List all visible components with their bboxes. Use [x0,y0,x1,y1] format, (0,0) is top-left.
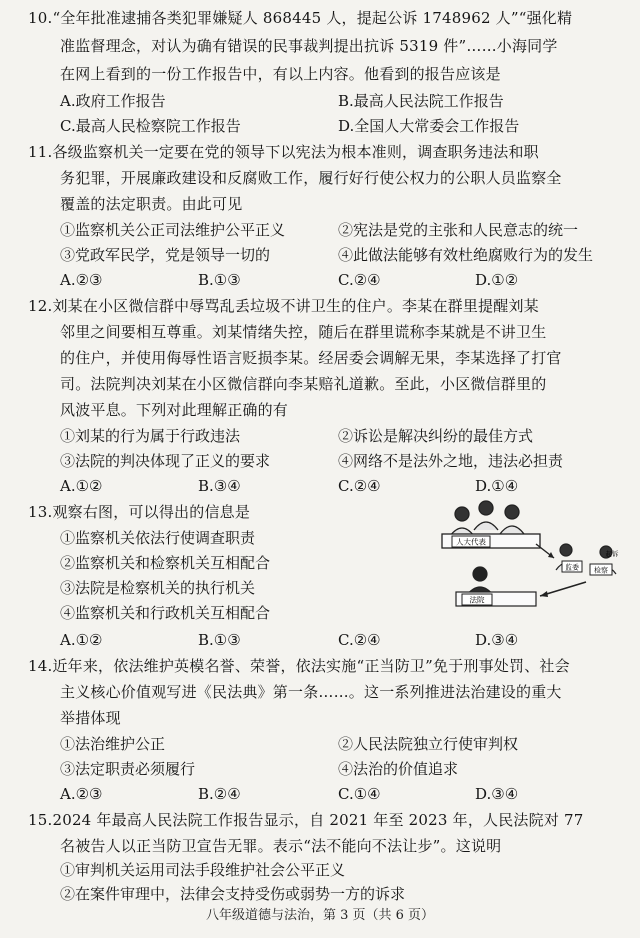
q12-option-b[interactable]: B.③④ [198,477,241,495]
q13-option-d[interactable]: D.③④ [475,631,519,649]
q13-option-a[interactable]: A.①② [60,631,103,649]
q11-option-d[interactable]: D.①② [475,271,519,289]
q14-option-c[interactable]: C.①④ [338,785,381,803]
q11-statement-1: ①监察机关公正司法维护公平正义 [60,221,286,239]
q11-line-3: 覆盖的法定职责。由此可见 [60,195,243,213]
q15-statement-2: ②在案件审理中，法律会支持受伤或弱势一方的诉求 [60,885,406,903]
label-procuratorate: 检察 [594,566,608,575]
q13-statement-2: ②监察机关和检察机关互相配合 [60,554,271,572]
q11-option-c[interactable]: C.②④ [338,271,381,289]
label-npc-deputy: 人大代表 [456,537,486,547]
q15-line-2: 名被告人以正当防卫宣告无罪。表示“法不能向不法让步”。这说明 [60,837,502,855]
q13-illustration-svg [436,498,626,608]
q14-statement-4: ④法治的价值追求 [338,760,459,778]
q13-statement-1: ①监察机关依法行使调查职责 [60,529,256,547]
q14-statement-2: ②人民法院独立行使审判权 [338,735,519,753]
q10-option-a[interactable]: A.政府工作报告 [60,92,166,110]
q14-option-b[interactable]: B.②④ [198,785,241,803]
q12-option-c[interactable]: C.②④ [338,477,381,495]
q12-line-5: 风波平息。下列对此理解正确的有 [60,401,289,419]
q12-line-1: 12.刘某在小区微信群中辱骂乱丢垃圾不讲卫生的住户。李某在群里提醒刘某 [28,297,539,315]
arrowhead-icon [548,552,554,558]
label-supervision-commission: 监委 [565,563,579,572]
q14-line-3: 举措体现 [60,709,121,727]
q10-option-d[interactable]: D.全国人大常委会工作报告 [338,117,520,135]
q13-option-b[interactable]: B.①③ [198,631,241,649]
q12-line-2: 邻里之间要相互尊重。刘某情绪失控，随后在群里谎称李某就是不讲卫生 [60,323,547,341]
q13-statement-4: ④监察机关和行政机关互相配合 [60,604,271,622]
q11-option-b[interactable]: B.①③ [198,271,241,289]
label-prosecute: 起诉 [605,550,619,558]
q12-statement-4: ④网络不是法外之地，违法必担责 [338,452,564,470]
q13-line-1: 13.观察右图，可以得出的信息是 [28,503,251,521]
label-court: 法院 [469,595,485,605]
q10-option-b[interactable]: B.最高人民法院工作报告 [338,92,504,110]
q10-line-1: 10.“全年批准逮捕各类犯罪嫌疑人 868445 人，提起公诉 1748962 人”“强化精 [28,9,573,27]
q11-line-2: 务犯罪，开展廉政建设和反腐败工作，履行好行使公权力的公职人员监察全 [60,169,562,187]
q12-statement-1: ①刘某的行为属于行政违法 [60,427,241,445]
q14-line-1: 14.近年来，依法维护英模名誉、荣誉，依法实施“正当防卫”免于刑事处罚、社会 [28,657,570,675]
q12-option-a[interactable]: A.①② [60,477,103,495]
q10-line-3: 在网上看到的一份工作报告中，有以上内容。他看到的报告应该是 [60,65,501,83]
q11-statement-3: ③党政军民学，党是领导一切的 [60,246,271,264]
q14-line-2: 主义核心价值观写进《民法典》第一条……。这一系列推进法治建设的重大 [60,683,562,701]
q12-line-3: 的住户，并使用侮辱性语言贬损李某。经居委会调解无果，李某选择了打官 [60,349,562,367]
q13-statement-3: ③法院是检察机关的执行机关 [60,579,256,597]
arrowhead-icon [540,591,548,597]
q13-illustration [436,498,626,608]
q14-option-a[interactable]: A.②③ [60,785,103,803]
q12-option-d[interactable]: D.①④ [475,477,519,495]
q11-option-a[interactable]: A.②③ [60,271,103,289]
q11-line-1: 11.各级监察机关一定要在党的领导下以宪法为根本准则，调查职务违法和职 [28,143,539,161]
q13-option-c[interactable]: C.②④ [338,631,381,649]
q14-option-d[interactable]: D.③④ [475,785,519,803]
q15-statement-1: ①审判机关运用司法手段维护社会公平正义 [60,861,346,879]
q14-statement-1: ①法治维护公正 [60,735,166,753]
q12-statement-3: ③法院的判决体现了正义的要求 [60,452,271,470]
q12-line-4: 司。法院判决刘某在小区微信群向李某赔礼道歉。至此，小区微信群里的 [60,375,547,393]
q15-line-1: 15.2024 年最高人民法院工作报告显示，自 2021 年至 2023 年，人民法院对 77 [28,811,584,829]
q11-statement-4: ④此做法能够有效杜绝腐败行为的发生 [338,246,594,264]
q10-line-2: 准监督理念，对认为确有错误的民事裁判提出抗诉 5319 件”……小海同学 [60,37,558,55]
q14-statement-3: ③法定职责必须履行 [60,760,196,778]
q11-statement-2: ②宪法是党的主张和人民意志的统一 [338,221,579,239]
q10-option-c[interactable]: C.最高人民检察院工作报告 [60,117,241,135]
page-footer: 八年级道德与法治，第 3 页（共 6 页） [205,908,435,923]
q12-statement-2: ②诉讼是解决纠纷的最佳方式 [338,427,534,445]
